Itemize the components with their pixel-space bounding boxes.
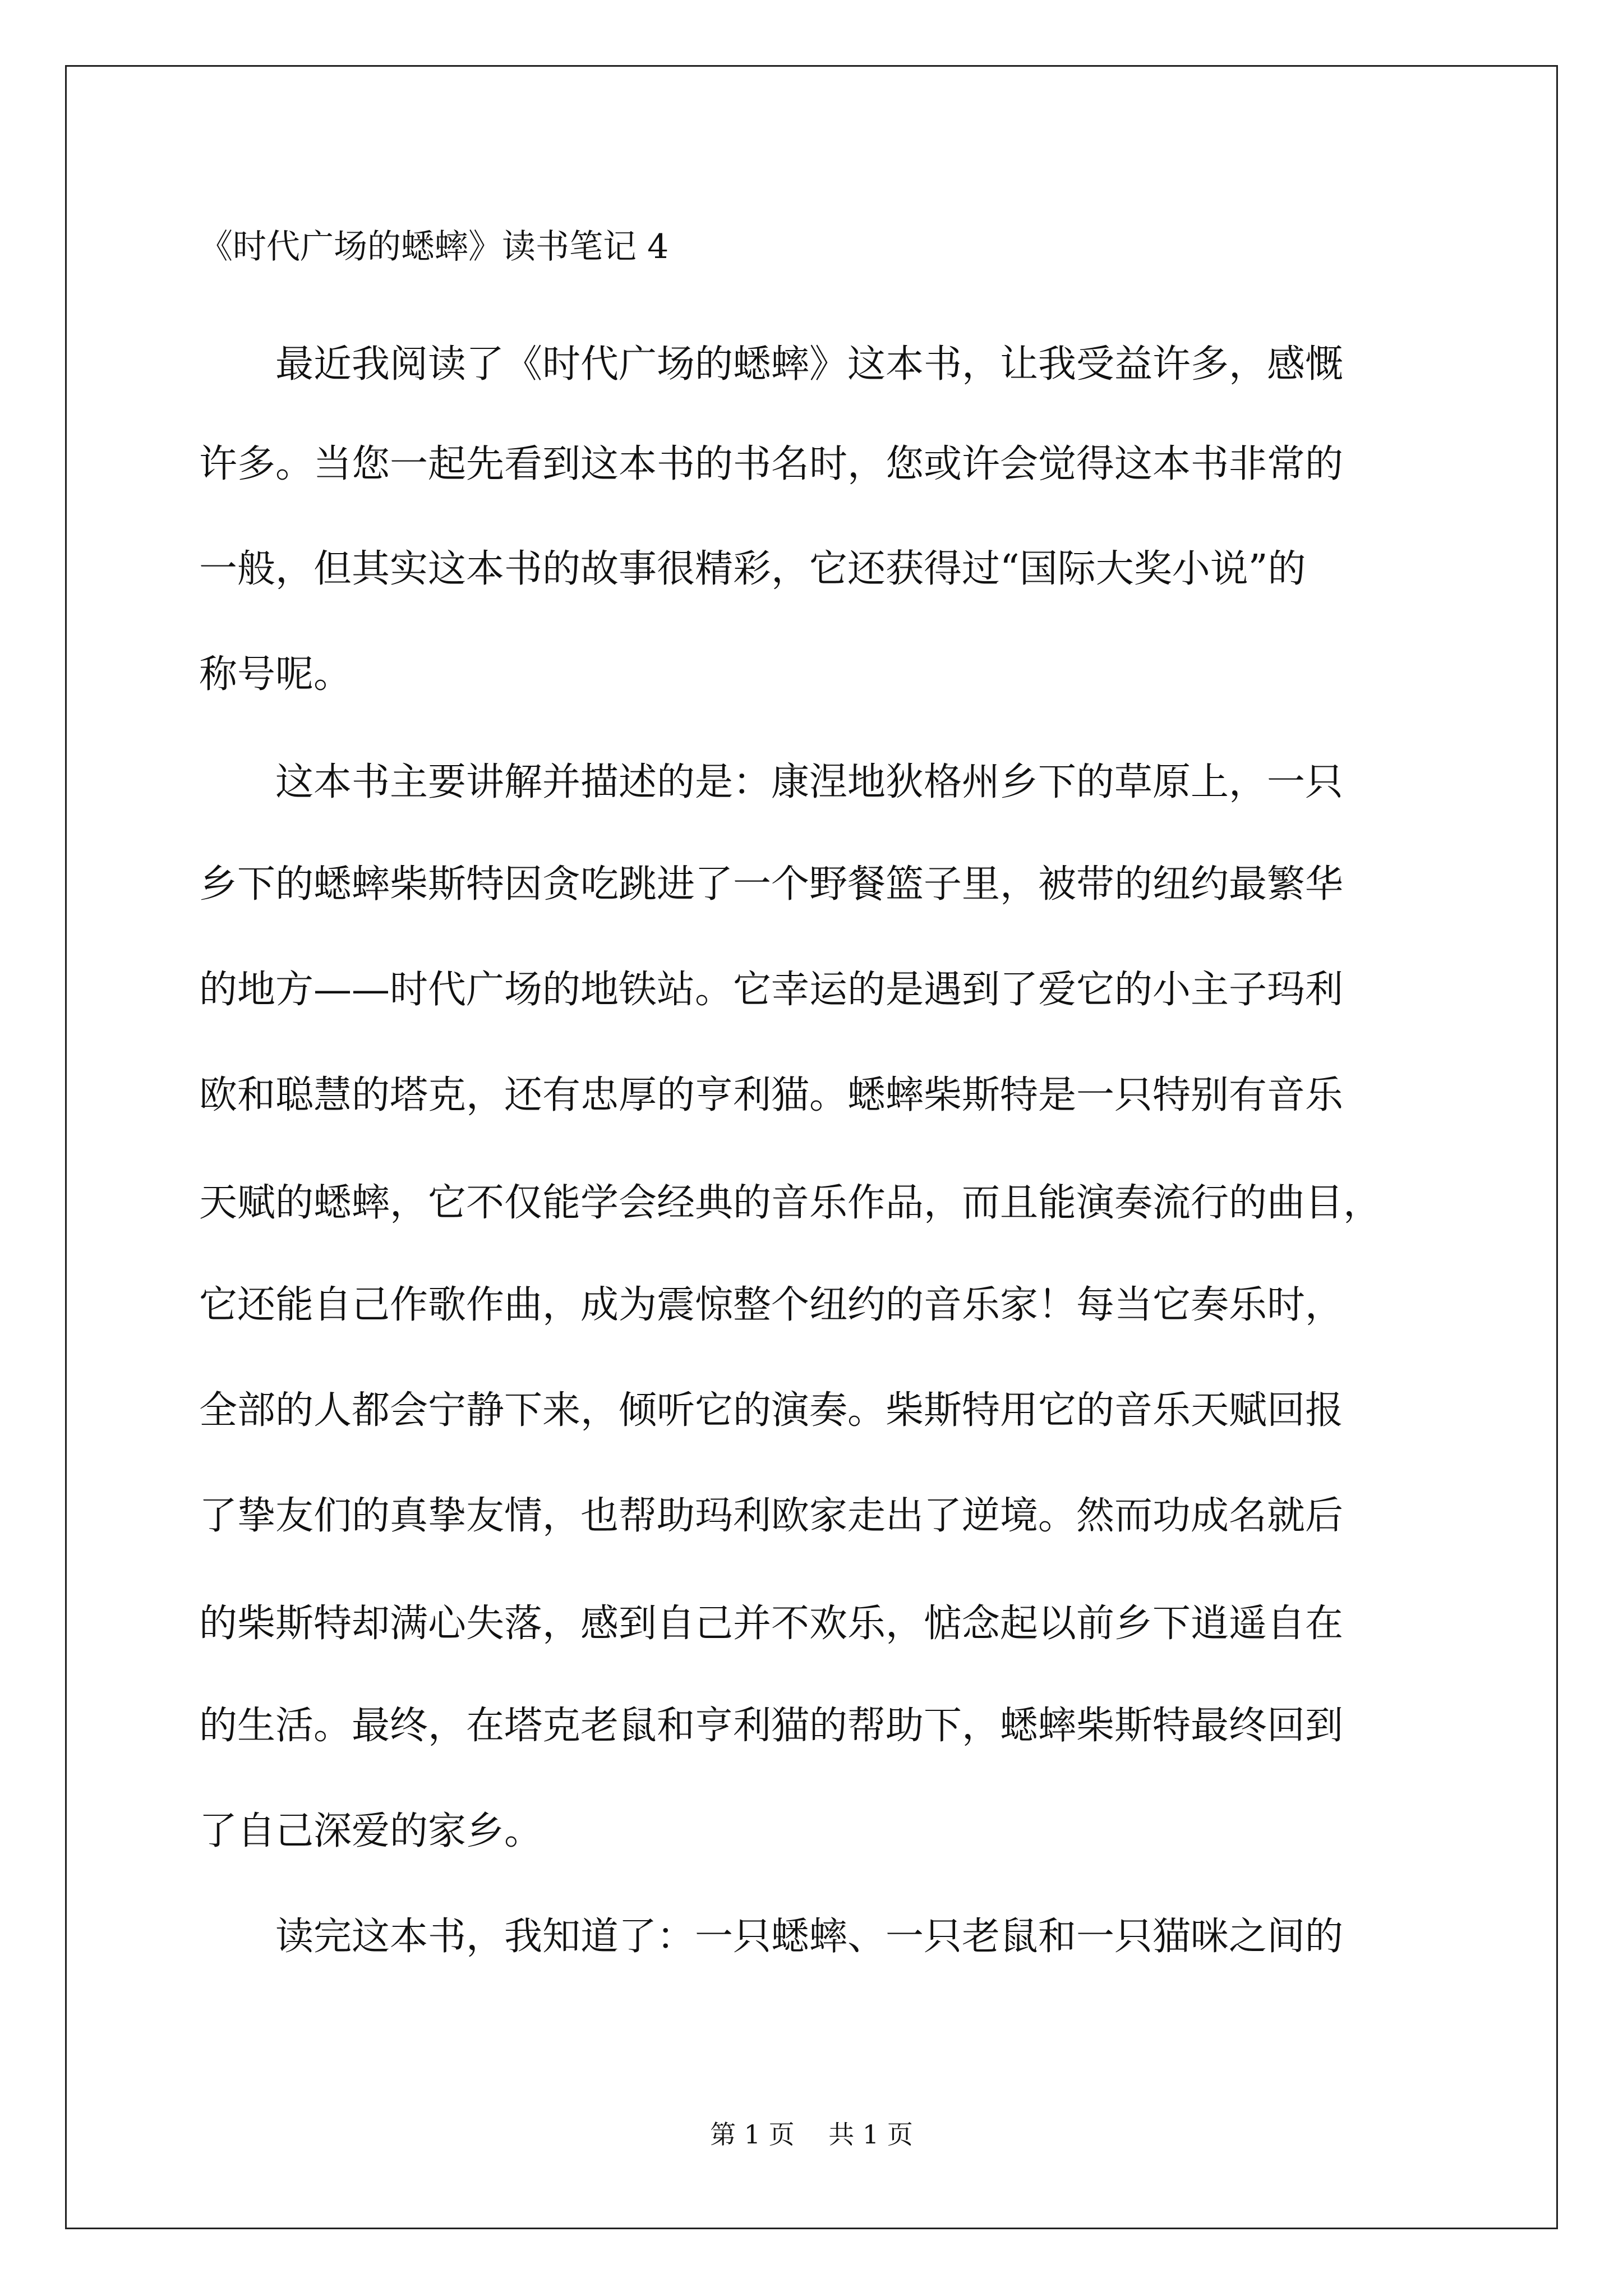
body-line: 读完这本书，我知道了：一只蟋蟀、一只老鼠和一只猫咪之间的	[199, 1915, 1344, 1959]
body-line: 欧和聪慧的塔克，还有忠厚的亨利猫。蟋蟀柴斯特是一只特别有音乐	[199, 1073, 1344, 1117]
body-line: 它还能自己作歌作曲，成为震惊整个纽约的音乐家！每当它奏乐时，	[199, 1283, 1344, 1327]
body-line: 一般，但其实这本书的故事很精彩，它还获得过“国际大奖小说”的	[199, 547, 1306, 591]
body-line: 了挚友们的真挚友情，也帮助玛利欧家走出了逆境。然而功成名就后	[199, 1494, 1344, 1538]
body-line: 称号呢。	[199, 652, 352, 697]
body-line: 许多。当您一起先看到这本书的书名时，您或许会觉得这本书非常的	[199, 442, 1344, 486]
body-line: 乡下的蟋蟀柴斯特因贪吃跳进了一个野餐篮子里，被带的纽约最繁华	[199, 862, 1344, 907]
body-line: 的柴斯特却满心失落，感到自己并不欢乐，惦念起以前乡下逍遥自在	[199, 1602, 1344, 1646]
page-number: 第 1 页 共 1 页	[710, 2119, 913, 2150]
body-line: 最近我阅读了《时代广场的蟋蟀》这本书，让我受益许多，感慨	[199, 342, 1344, 386]
body-line: 了自己深爱的家乡。	[199, 1809, 543, 1853]
body-line: 全部的人都会宁静下来，倾听它的演奏。柴斯特用它的音乐天赋回报	[199, 1388, 1344, 1433]
body-line: 的地方——时代广场的地铁站。它幸运的是遇到了爱它的小主子玛利	[199, 968, 1344, 1012]
body-line: 这本书主要讲解并描述的是：康涅地狄格州乡下的草原上，一只	[199, 760, 1344, 804]
document-title: 《时代广场的蟋蟀》读书笔记 4	[199, 227, 669, 266]
body-line: 的生活。最终，在塔克老鼠和亨利猫的帮助下，蟋蟀柴斯特最终回到	[199, 1704, 1344, 1748]
body-line: 天赋的蟋蟀，它不仅能学会经典的音乐作品，而且能演奏流行的曲目，	[199, 1181, 1382, 1225]
